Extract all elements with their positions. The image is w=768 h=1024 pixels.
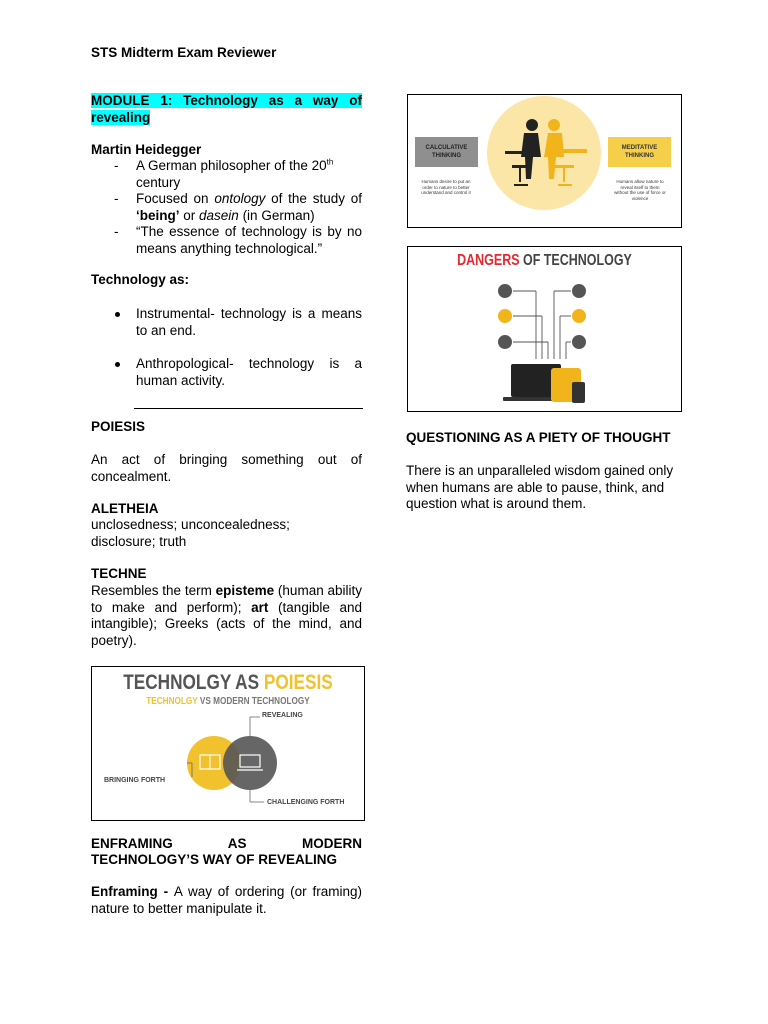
connector-lines [513,291,571,359]
heidegger-item: - Focused on ontology of the study of ‘being’ or dasein (in German) [114,191,362,223]
lock-icon [498,284,512,298]
section-divider [134,408,363,409]
challenging-forth-label: CHALLENGING FORTH [267,799,345,806]
figure-subtitle: TECHNOLGY VS MODERN TECHNOLOGY [146,696,310,707]
twitter-icon [572,309,586,323]
revealing-label: REVEALING [262,712,303,719]
module-title [91,93,362,126]
technology-as-list [91,306,362,389]
heidegger-heading: Martin Heidegger [91,142,202,157]
figure-title: TECHNOLGY AS POIESIS [123,671,333,694]
aletheia-heading: ALETHEIA [91,501,159,516]
thinking-figure [407,94,682,228]
calculative-text: Humans desire to put an order to nature to better understand and control it [421,179,471,195]
module-title-text: MODULE 1: Technology as a way of revealing [91,93,362,125]
enframing-heading-full: TECHNOLOGY’S WAY OF REVEALING [91,852,338,867]
youtube-icon [572,335,586,349]
dangers-title: DANGERS OF TECHNOLOGY [457,252,632,269]
dangers-diagram [408,247,681,411]
enframing-heading [91,836,362,853]
techne-text: Resembles the term episteme (human ability to make and perform); art (tangible and intangible); Greeks (acts of the mind, and poetry). [91,583,363,648]
bulb-icon [498,335,512,349]
questioning-text: There is an unparalleled wisdom gained only when humans are able to pause, think, and question what is around them. [406,463,674,511]
technology-as-item: Instrumental- technology is a means to an end. [91,306,362,339]
meditative-label: MEDITATIVE THINKING [608,137,671,167]
heidegger-item: - “The essence of technology is by no means anything technological.” [114,224,362,256]
techne-heading: TECHNE [91,566,147,581]
enframing-heading-line: ENFRAMING AS MODERN [91,836,362,851]
heidegger-list [91,158,362,257]
poiesis-heading: POIESIS [91,419,146,434]
aletheia-text: unclosedness; unconcealedness; disclosure; truth [91,517,290,549]
technology-as-poiesis-figure [91,666,365,821]
technology-as-item: Anthropological- technology is a human activity. [91,356,362,389]
phone-icon [572,382,585,403]
questioning-heading: QUESTIONING AS A PIETY OF THOUGHT [406,430,671,445]
technology-as-heading: Technology as: [91,272,190,287]
bringing-forth-label: BRINGING FORTH [104,777,166,784]
meditative-text: Humans allow nature to reveal itself to them without the use of force or violence [614,179,666,201]
facebook-icon [572,284,586,298]
heidegger-item: - A German philosopher of the 20th century [114,157,334,190]
challenging-forth-circle [223,736,277,790]
document-header: STS Midterm Exam Reviewer [91,45,277,60]
calculative-label: CALCULATIVE THINKING [415,137,478,167]
clock-icon [498,309,512,323]
enframing-text: Enframing - A way of ordering (or framing) nature to better manipulate it. [91,884,362,916]
poiesis-text: An act of bringing something out of concealment. [91,452,362,484]
dangers-of-technology-figure [407,246,682,412]
